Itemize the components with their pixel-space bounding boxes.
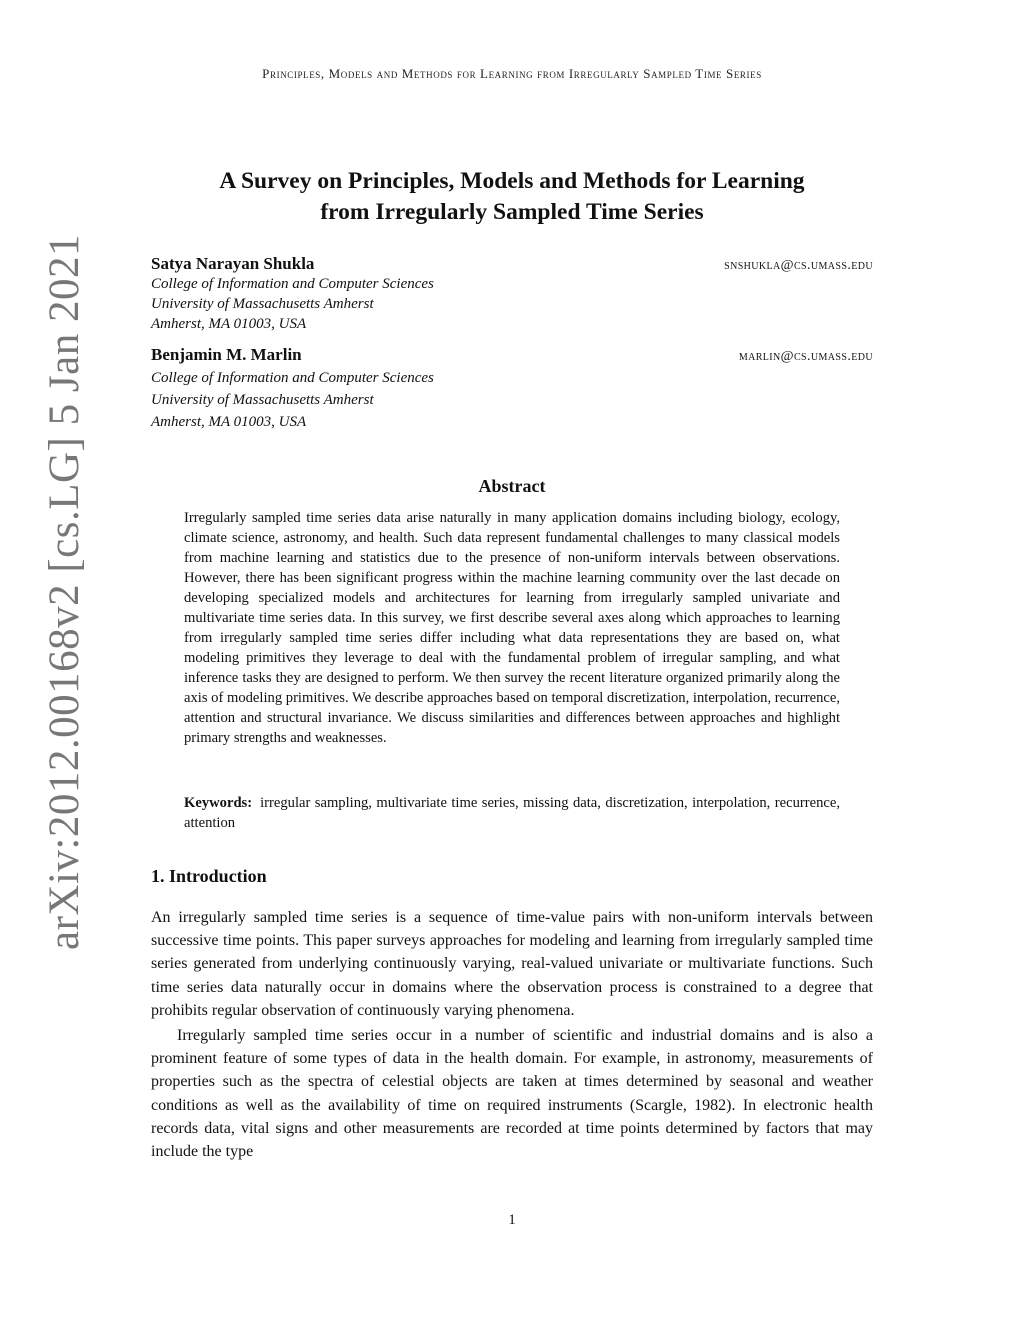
section-heading-introduction: 1. Introduction — [151, 866, 267, 886]
author-block-1 — [151, 254, 873, 334]
affiliation-line: Amherst, MA 01003, USA — [151, 316, 307, 332]
paragraph: Irregularly sampled time series occur in a number of scientific and industrial domains and is also a prominent feature of some types of data in the health domain. For example, in astronomy, measurements of properties such as the spectra of celestial objects are taken at times determined by seasonal and weather conditions as well as the availability of time on required instruments (Scargle, 1982). In electronic health records data, vital signs and other measurements are recorded at time points determined by factors that may include the type — [151, 1027, 873, 1161]
keywords — [184, 793, 840, 833]
author-name: Benjamin M. Marlin — [151, 345, 302, 364]
paragraph: An irregularly sampled time series is a sequence of time-value pairs with non-uniform intervals between successive time points. This paper surveys approaches for modeling and learning from irregularly sampled time series generated from underlying continuously varying, real-valued univariate or multivariate functions. Such time series data naturally occur in domains where the observation process is constrained to a degree that prohibits regular observation of continuously varying phenomena. — [151, 909, 873, 1019]
page-number: 1 — [508, 1212, 516, 1228]
paper-title — [120, 166, 904, 228]
introduction-body — [151, 906, 873, 1163]
running-head: Principles, Models and Methods for Learning from Irregularly Sampled Time Series — [262, 66, 762, 81]
abstract-text: Irregularly sampled time series data arise naturally in many application domains including biology, ecology, climate science, astronomy, and health. Such data represent fundamental challenges to many classical models from machine learning and statistics due to the presence of non-uniform intervals between observations. However, there has been significant progress within the machine learning community over the last decade on developing specialized models and architectures for learning from irregularly sampled univariate and multivariate time series data. In this survey, we first describe several axes along which approaches to learning from irregularly sampled time series differ including what data representations they are based on, what modeling primitives they leverage to deal with the fundamental problem of irregular sampling, and what inference tasks they are designed to perform. We then survey the recent literature organized primarily along the axis of modeling primitives. We describe approaches based on temporal discretization, interpolation, recurrence, attention and structural invariance. We discuss similarities and differences between approaches and highlight primary strengths and weaknesses. — [184, 510, 840, 746]
title-line-1: A Survey on Principles, Models and Methods for Learning — [219, 168, 805, 194]
title-line-2: from Irregularly Sampled Time Series — [320, 199, 704, 225]
author-block-2 — [151, 345, 873, 432]
affiliation-line: College of Information and Computer Sciences — [151, 276, 434, 292]
affiliation-line: Amherst, MA 01003, USA — [151, 414, 307, 430]
author-email[interactable]: snshukla@cs.umass.edu — [724, 258, 873, 273]
arxiv-identifier: arXiv:2012.00168v2 [cs.LG] 5 Jan 2021 — [41, 234, 88, 950]
affiliation-line: University of Massachusetts Amherst — [151, 392, 374, 408]
author-name: Satya Narayan Shukla — [151, 254, 315, 273]
keywords-text: irregular sampling, multivariate time series, missing data, discretization, interpolation, recurrence, attention — [184, 795, 840, 831]
abstract-heading: Abstract — [478, 476, 546, 496]
author-email[interactable]: marlin@cs.umass.edu — [738, 349, 873, 364]
affiliation-line: College of Information and Computer Sciences — [151, 370, 434, 386]
affiliation-line: University of Massachusetts Amherst — [151, 296, 374, 312]
keywords-label: Keywords: — [184, 795, 253, 811]
